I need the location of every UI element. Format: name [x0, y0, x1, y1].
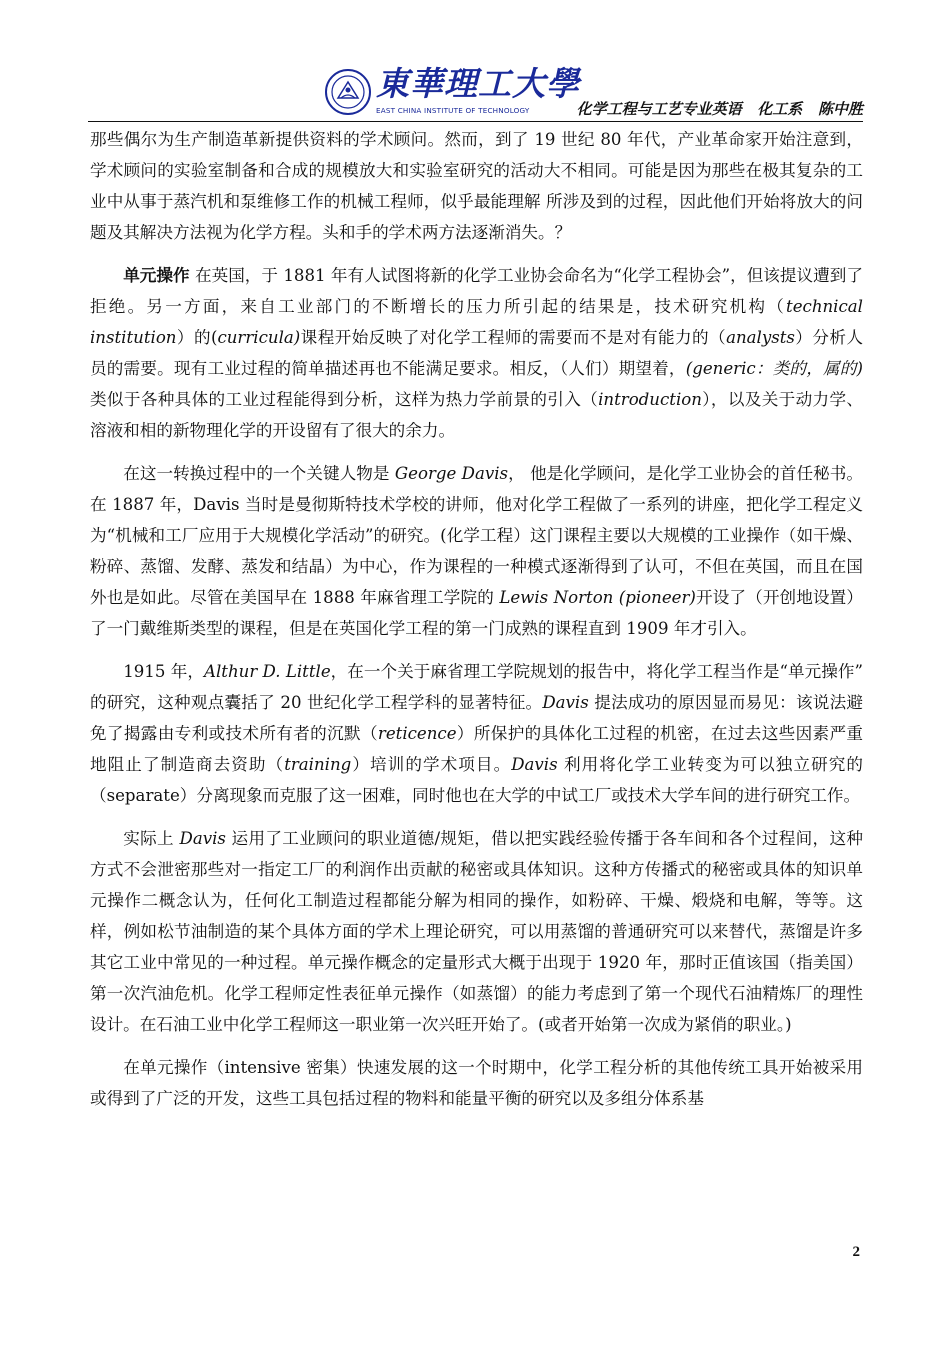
text-run: 1915 年， [123, 662, 204, 681]
text-run: 实际上 [123, 829, 180, 848]
paragraph [90, 823, 863, 1040]
logo-english-text: EAST CHINA INSTITUTE OF TECHNOLOGY [376, 106, 530, 115]
department: 化工系 [757, 100, 803, 118]
text-run: 开设了（开创地设置）了一门戴维斯类型的课程，但是在英国化学工程的第一门成熟的课程直到 1909 年才引入。 [90, 588, 863, 638]
text-run: 运用了工业顾问的职业道德/规矩，借以把实践经验传播于各车间和各个过程间，这种方式不会泄密那些对一指定工厂的利润作出贡献的秘密或具体知识。这种方传播式的秘密或具体的知识单元操作二概念认为，任何化工制造过程都能分解为相同的操作，如粉碎、干燥、煅烧和电解，等等。这样，例如松节油制造的某个具体方面的学术上理论研究，可以用蒸馏的普通研究可以来替代，蒸馏是许多其它工业中常见的一种过程。单元操作概念的定量形式大概于出现于 1920 年，那时正值该国（指美国）第一次汽油危机。化学工程师定性表征单元操作（如蒸馏）的能力考虑到了第一个现代石油精炼厂的理性设计。在石油工业中化学工程师这一职业第一次兴旺开始了。(或者开始第一次成为紧俏的职业。) [90, 829, 863, 1034]
text-run: ），以及关于动力学、溶液和相的新物理化学的开设留有了很大的余力。 [90, 390, 864, 440]
section-heading: 单元操作 [123, 265, 190, 285]
header-course-info [577, 98, 863, 119]
paragraph [90, 1052, 863, 1114]
text-run: 利用将化学工业转变为可以独立研究的（separate）分离现象而克服了这一困难，同时他也在大学的中试工厂或技术大学车间的进行研究工作。 [90, 755, 864, 805]
text-run: ）所保护的具体化工过程的机密，在过去这些因素严重地阻止了制造商去资助（ [90, 724, 864, 774]
text-run: 那些偶尔为生产制造革新提供资料的学术顾问。然而，到了 19 世纪 80 年代，产业革命家开始注意到，学术顾问的实验室制备和合成的规模放大和实验室研究的活动大不相同。可能是因为那些在极其复杂的工业中从事于蒸汽机和泵维修工作的机械工程师，似乎最能理解 所涉及到的过程，因此他们开始将放大的问题及其解决方法视为化学方程。头和手的学术两方法逐渐消失。？ [90, 130, 863, 242]
text-run: 在单元操作（intensive 密集）快速发展的这一个时期中，化学工程分析的其他传统工具开始被采用或得到了广泛的开发，这些工具包括过程的物料和能量平衡的研究以及多组分体系基 [90, 1058, 863, 1108]
italic-term: introduction [598, 390, 702, 409]
text-run: ）分析人员的需要。现有工业过程的简单描述再也不能满足要求。相反，（人们）期望着， [90, 328, 864, 378]
text-run: ）的( [176, 328, 218, 347]
text-run: 类似于各种具体的工业过程能得到分析，这样为热力学前景的引入（ [90, 390, 599, 409]
text-run: ， 他是化学顾问，是化学工业协会的首任秘书。在 1887 年，Davis 当时是曼彻斯特技术学校的讲师，他对化学工程做了一系列的讲座，把化学工程定义为“机械和工厂应用于大规模化学活动”的研究。(化学工程）这门课程主要以大规模的工业操作（如干燥、粉碎、蒸馏、发酵、蒸发和结晶）为中心，作为课程的一种模式逐渐得到了认可，不但在英国，而且在国外也是如此。尽管在美国早在 1888 年麻省理工学院的 [90, 464, 863, 607]
page-header [88, 60, 863, 122]
university-logo [324, 64, 604, 120]
text-run: 在这一转换过程中的一个关键人物是 [123, 464, 395, 483]
logo-chinese-text: 東華理工大學 [376, 64, 580, 103]
paragraph [90, 260, 863, 446]
header-divider [88, 121, 863, 122]
italic-term: Davis [179, 829, 226, 848]
text-run: 提法成功的原因显而易见：该说法避免了揭露由专利或技术所有者的沉默（ [90, 693, 863, 743]
italic-term: reticence [377, 724, 457, 743]
paragraph [90, 458, 863, 644]
paragraph [90, 656, 863, 811]
text-run: ，在一个关于麻省理工学院规划的报告中，将化学工程当作是“单元操作” 的研究，这种观点囊括了 20 世纪化学工程学科的显著特征。 [90, 662, 864, 712]
italic-term: training [284, 755, 352, 774]
text-run: 课程开始反映了对化学工程师的需要而不是对有能力的（ [300, 328, 727, 347]
italic-term: Althur D. Little [203, 662, 331, 681]
italic-term: Lewis Norton (pioneer) [499, 588, 696, 607]
italic-term: Davis [511, 755, 558, 774]
author-name: 陈中胜 [817, 100, 863, 118]
italic-term: George Davis [394, 464, 509, 483]
course-title: 化学工程与工艺专业英语 [576, 100, 742, 118]
italic-term: analysts [726, 328, 795, 347]
university-seal-icon [324, 68, 372, 116]
body-text [90, 124, 863, 1126]
italic-term: curricula) [217, 328, 301, 347]
italic-term: Davis [542, 693, 589, 712]
page-number: 2 [852, 1244, 860, 1260]
italic-term: technical institution [90, 297, 863, 347]
italic-term: (generic：类的，属的) [685, 359, 864, 378]
paragraph [90, 124, 863, 248]
text-run: ）培训的学术项目。 [351, 755, 512, 774]
text-run: 在英国，于 1881 年有人试图将新的化学工业协会命名为“化学工程协会”，但该提议遭到了拒绝。另一方面，来自工业部门的不断增长的压力所引起的结果是，技术研究机构（ [90, 266, 863, 316]
